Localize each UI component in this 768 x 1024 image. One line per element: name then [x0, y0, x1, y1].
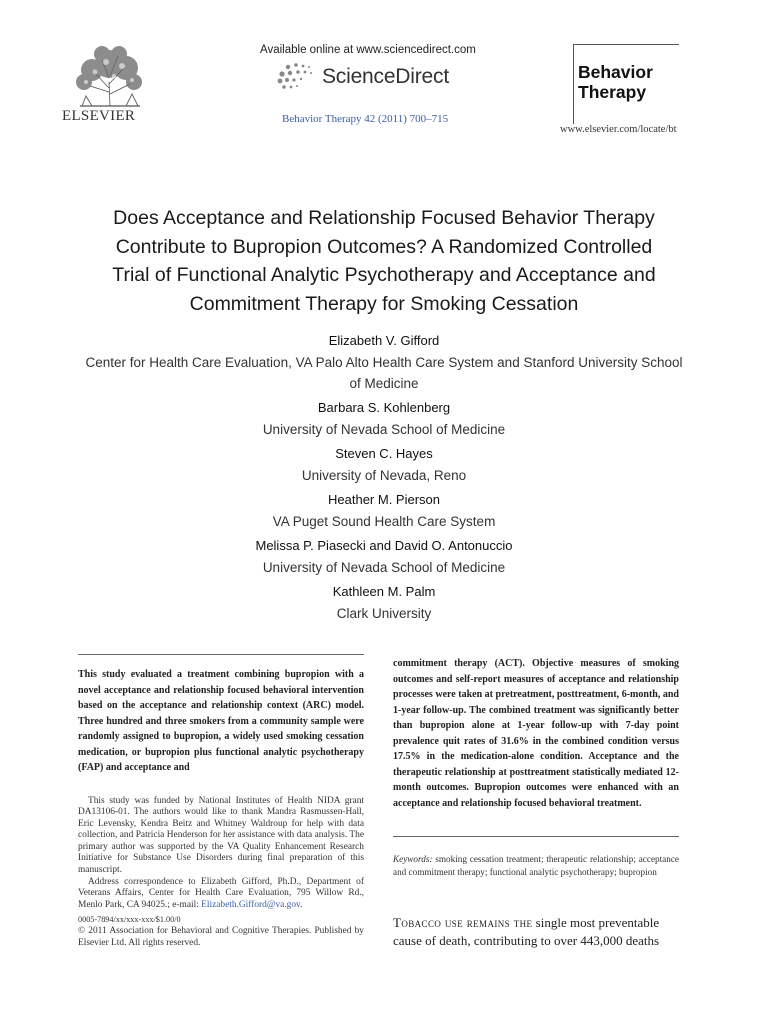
- journal-logo-line1: Behavior: [578, 62, 653, 82]
- author-list: [60, 330, 708, 627]
- title-line: Contribute to Bupropion Outcomes? A Randomized Controlled: [115, 235, 653, 258]
- author-name: Barbara S. Kohlenberg: [317, 400, 451, 415]
- author-name: Steven C. Hayes: [335, 446, 433, 461]
- author-name: Elizabeth V. Gifford: [328, 333, 440, 348]
- left-column: [78, 667, 364, 949]
- author-block: [60, 397, 708, 440]
- abstract-part-1: This study evaluated a treatment combining bupropion with a novel acceptance and relationship focused behavioral intervention based on the acceptance and relationship context (ARC) model. Three hundred and three smokers from a community sample were randomly assigned to bupropion, a widely used smoking cessation medication, or bupropion plus functional analytic psychotherapy (FAP) and acceptance and: [78, 669, 364, 773]
- author-affiliation: University of Nevada School of Medicine: [262, 560, 506, 575]
- title-line: Does Acceptance and Relationship Focused Behavior Therapy: [113, 207, 655, 229]
- affiliation-line: of Medicine: [349, 376, 419, 391]
- journal-citation: Behavior Therapy 42 (2011) 700–715: [282, 113, 449, 125]
- keywords: [393, 853, 679, 878]
- author-affiliation: VA Puget Sound Health Care System: [272, 514, 496, 529]
- keywords-label: Keywords:: [393, 854, 433, 864]
- author-affiliation: University of Nevada, Reno: [301, 468, 467, 483]
- address-text: Address correspondence to Elizabeth Gifford, Ph.D., Department of Veterans Affairs, Center for Health Care Evaluation, 795 Willow Rd., Menlo Park, CA 94025.; e-mail:: [78, 876, 364, 910]
- keywords-text: smoking cessation treatment; therapeutic relationship; acceptance and commitment therapy; functional analytic psychotherapy; bupropion: [393, 854, 679, 877]
- journal-url: www.elsevier.com/locate/bt: [560, 124, 677, 135]
- journal-logo-rule-left: [573, 44, 574, 124]
- title-line: Commitment Therapy for Smoking Cessation: [189, 292, 579, 315]
- sciencedirect-logo: [276, 60, 449, 94]
- author-name: Kathleen M. Palm: [332, 584, 436, 599]
- available-online-text: Available online at www.sciencedirect.com: [260, 44, 476, 56]
- keywords-rule: [393, 836, 679, 837]
- author-block: [60, 535, 708, 578]
- address-end: .: [300, 899, 303, 910]
- author-name: Heather M. Pierson: [328, 492, 440, 507]
- author-affiliation: University of Nevada School of Medicine: [262, 422, 506, 437]
- copyright-line: © 2011 Association for Behavioral and Cognitive Therapies. Published by Elsevier Ltd. All rights reserved.: [78, 926, 364, 948]
- funding-note: This study was funded by National Institutes of Health NIDA grant DA13106-01. The authors would like to thank Mandra Rasmussen-Hall, Eric Levensky, Kendra Beitz and Whitney Waldroup for help with data collection, and Patricia Henderson for her assistance with data analysis. The primary author was supported by the VA Quality Enhancement Research Initiative for Substance Use Disorders during final preparation of this manuscript.: [78, 795, 364, 876]
- right-column: [393, 656, 679, 811]
- body-text-start: [393, 914, 683, 950]
- sciencedirect-dots-icon: [276, 61, 316, 93]
- abstract-rule: [78, 654, 364, 655]
- publisher-name: ELSEVIER: [62, 108, 136, 124]
- author-affiliation: Clark University: [336, 606, 432, 621]
- author-affiliation: [60, 352, 708, 394]
- journal-logo: [578, 62, 653, 102]
- email-link[interactable]: Elizabeth.Gifford@va.gov: [201, 899, 301, 910]
- abstract-part-2: commitment therapy (ACT). Objective measures of smoking outcomes and self-report measures of acceptance and relationship processes were taken at pretreatment, posttreatment, 6-month, and 1-year follow-up. The combined treatment was significantly better than bupropion alone at 1-year follow-up with 7-day point prevalence quit rates of 31.6% in the combined condition versus 17.5% in the medication-alone condition. Acceptance and the therapeutic relationship at posttreatment statistically mediated 12-month outcomes. Bupropion outcomes were enhanced with an acceptance and relationship focused behavioral treatment.: [393, 658, 679, 809]
- journal-logo-rule-top: [573, 44, 679, 45]
- author-block: [60, 443, 708, 486]
- author-name: Melissa P. Piasecki and David O. Antonuccio: [255, 538, 513, 553]
- opening-smallcaps: Tobacco use remains the: [393, 915, 533, 930]
- correspondence-note: [78, 877, 364, 912]
- opening-text: single most preventable cause of death, contributing to over 443,000 deaths: [393, 915, 660, 948]
- author-block: [60, 489, 708, 532]
- journal-logo-line2: Therapy: [578, 82, 647, 102]
- funding-footnote: [78, 796, 364, 912]
- author-block: [60, 581, 708, 624]
- author-block: [60, 330, 708, 394]
- title-line: Trial of Functional Analytic Psychotherapy and Acceptance and: [112, 264, 656, 286]
- affiliation-line: Center for Health Care Evaluation, VA Palo Alto Health Care System and Stanford University School: [85, 355, 683, 370]
- sciencedirect-wordmark: ScienceDirect: [322, 65, 449, 88]
- issn-line: 0005-7894/xx/xxx-xxx/$1.00/0: [78, 915, 181, 925]
- article-title: [60, 204, 708, 318]
